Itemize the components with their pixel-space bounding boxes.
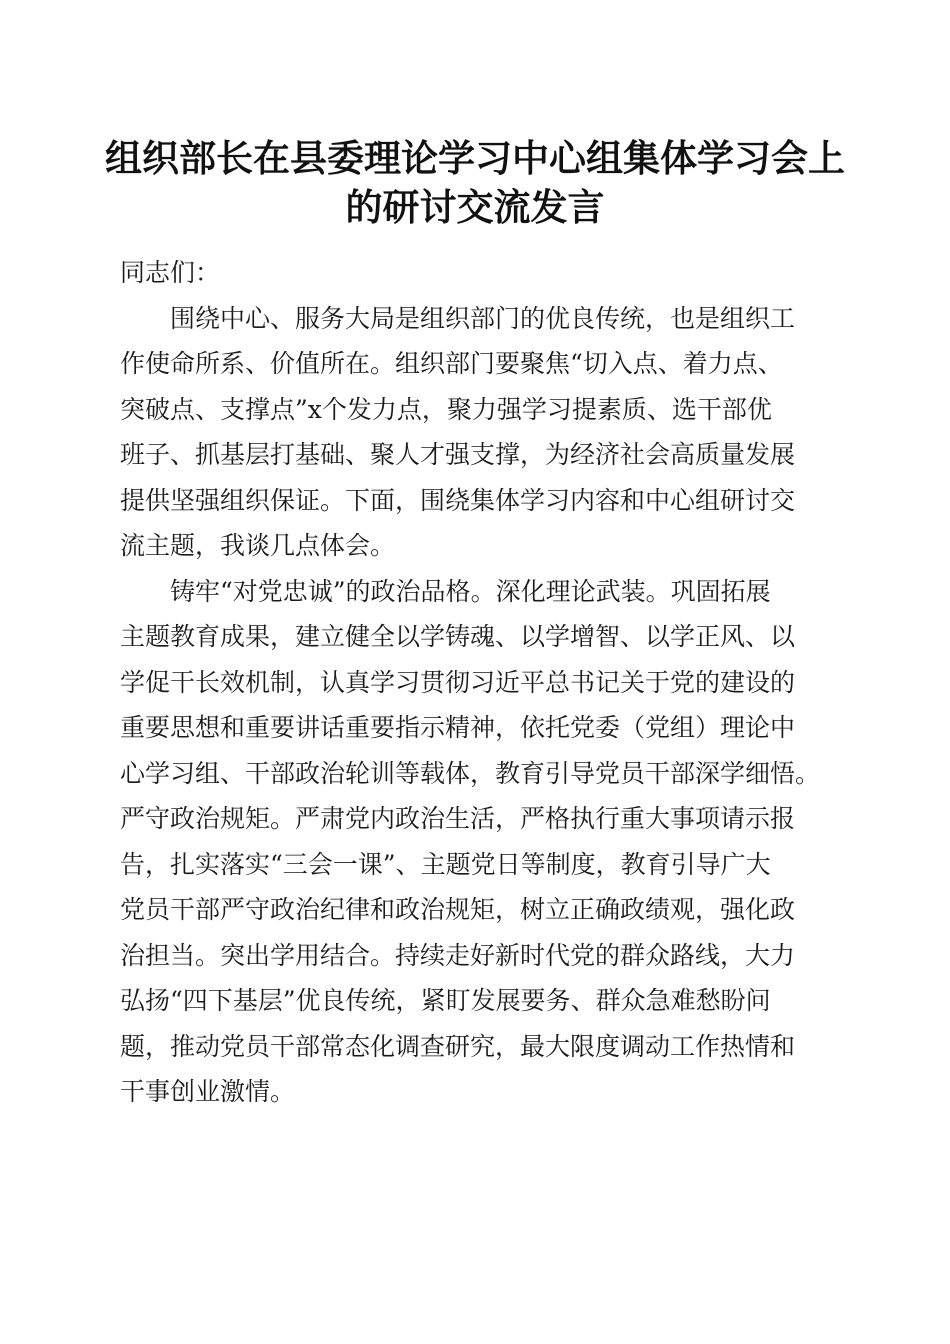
body-line: 突破点、支撑点”x个发力点，聚力强学习提素质、选干部优: [120, 394, 772, 424]
body-line: 治担当。突出学用结合。持续走好新时代党的群众路线，大力: [120, 940, 796, 970]
body-line: 重要思想和重要讲话重要指示精神，依托党委（党组）理论中: [120, 713, 796, 742]
body-lines: [120, 296, 840, 1115]
document-title: [100, 134, 850, 232]
document-body: [120, 250, 840, 1115]
body-line: 提供坚强组织保证。下面，围绕集体学习内容和中心组研讨交: [120, 485, 796, 515]
salutation: 同志们：: [120, 258, 221, 287]
body-line: 心学习组、干部政治轮训等载体，教育引导党员干部深学细悟。: [120, 758, 821, 788]
body-line: 班子、抓基层打基础、聚人才强支撑，为经济社会高质量发展: [120, 440, 796, 469]
body-line: 党员干部严守政治纪律和政治规矩，树立正确政绩观，强化政: [120, 895, 796, 924]
body-line: 流主题，我谈几点体会。: [120, 531, 396, 560]
body-line: 告，扎实落实“三会一课”、主题党日等制度，教育引导广大: [120, 849, 771, 879]
body-line: 学促干长效机制，认真学习贯彻习近平总书记关于党的建设的: [120, 667, 796, 697]
title-line-2: 的研讨交流发言: [345, 185, 605, 229]
body-line: 题，推动党员干部常态化调查研究，最大限度调动工作热情和: [120, 1031, 796, 1061]
body-line: 作使命所系、价值所在。组织部门要聚焦“切入点、着力点、: [120, 349, 783, 378]
body-line: 围绕中心、服务大局是组织部门的优良传统，也是组织工: [170, 303, 796, 333]
body-line: 主题教育成果，建立健全以学铸魂、以学增智、以学正风、以: [120, 622, 796, 651]
body-line: 铸牢“对党忠诚”的政治品格。深化理论武装。巩固拓展: [170, 576, 771, 606]
body-line: 干事创业激情。: [120, 1077, 296, 1106]
body-line: 严守政治规矩。严肃党内政治生活，严格执行重大事项请示报: [120, 804, 796, 833]
title-line-1: 组织部长在县委理论学习中心组集体学习会上: [105, 136, 845, 180]
body-line: 弘扬“四下基层”优良传统，紧盯发展要务、群众急难愁盼问: [120, 986, 771, 1015]
